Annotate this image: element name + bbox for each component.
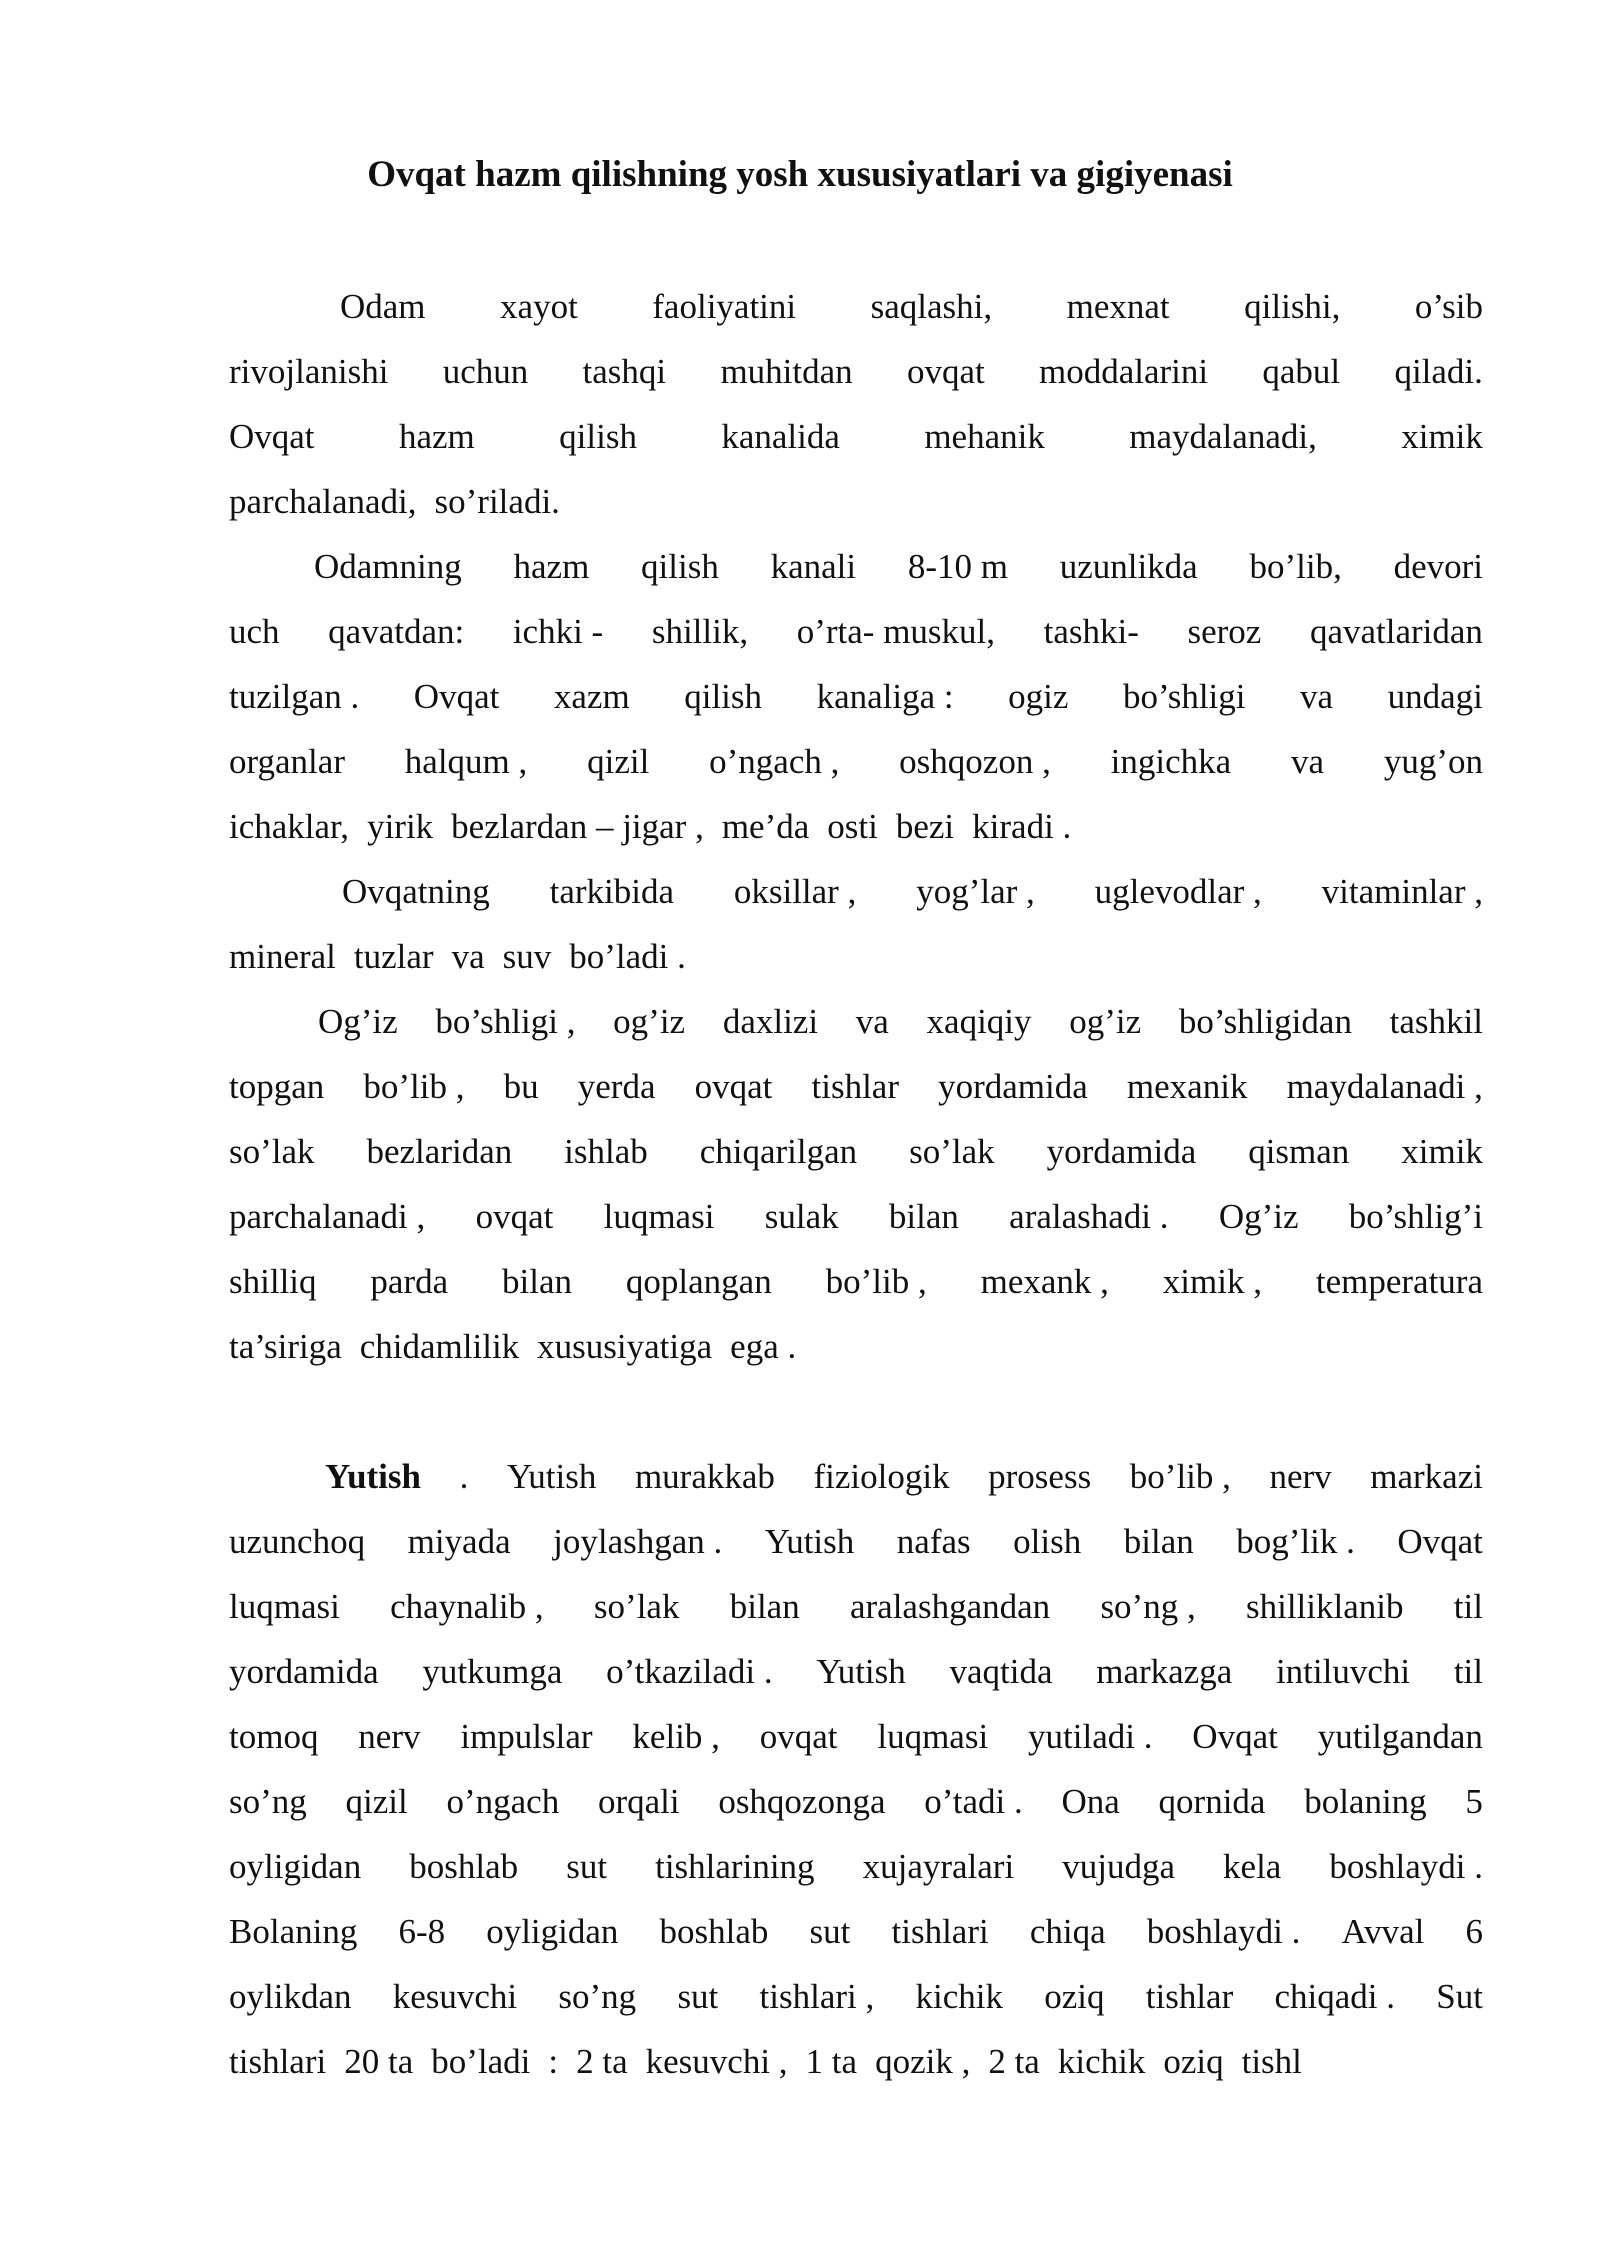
- word: qizil: [345, 1782, 408, 1821]
- word: ega .: [730, 1327, 797, 1366]
- word: o’rta- muskul,: [796, 612, 996, 651]
- word: Ovqat: [413, 677, 500, 716]
- word: va: [1300, 677, 1334, 716]
- word: ishlab: [564, 1132, 648, 1171]
- text-line: [229, 477, 1483, 527]
- word: suv: [502, 937, 552, 976]
- word: tashqi: [582, 352, 667, 391]
- word: bo’lib ,: [363, 1067, 465, 1106]
- word: boshlaydi .: [1146, 1912, 1301, 1951]
- word: xujayralari: [862, 1847, 1015, 1886]
- word: luqmasi: [229, 1587, 340, 1626]
- text-line: [325, 1452, 1483, 1502]
- word: uzunlikda: [1059, 547, 1198, 586]
- word: sulak: [764, 1197, 839, 1236]
- word: Yutish: [816, 1652, 906, 1691]
- word: yug’on: [1383, 742, 1483, 781]
- word: o’ngach: [446, 1782, 560, 1821]
- text-line: [229, 1777, 1483, 1827]
- word: nerv: [358, 1717, 421, 1756]
- word: qoplangan: [625, 1262, 772, 1301]
- word: yordamida: [938, 1067, 1088, 1106]
- word: tishlar: [1145, 1977, 1234, 2016]
- word: Ona: [1061, 1782, 1120, 1821]
- word: chiqa: [1029, 1912, 1106, 1951]
- word: parda: [370, 1262, 449, 1301]
- text-line: [318, 997, 1483, 1047]
- text-line: [229, 1907, 1483, 1957]
- word: uchun: [442, 352, 529, 391]
- word: Yutish: [325, 1457, 421, 1496]
- word: qabul: [1262, 352, 1341, 391]
- word: 5: [1465, 1782, 1483, 1821]
- word: yordamida: [229, 1652, 379, 1691]
- word: qilishi,: [1244, 287, 1341, 326]
- word: bog’lik .: [1236, 1522, 1355, 1561]
- text-line: [340, 282, 1483, 332]
- word: ovqat: [694, 1067, 773, 1106]
- word: chiqarilgan: [699, 1132, 858, 1171]
- word: o’tadi .: [924, 1782, 1023, 1821]
- text-line: [229, 1192, 1483, 1242]
- word: halqum ,: [404, 742, 528, 781]
- word: oshqozonga: [718, 1782, 886, 1821]
- word: osti: [827, 807, 878, 846]
- word: ximik: [1401, 1132, 1483, 1171]
- word: intiluvchi: [1275, 1652, 1411, 1691]
- word: qizil: [587, 742, 650, 781]
- word: mexnat: [1066, 287, 1170, 326]
- word: bolaning: [1304, 1782, 1427, 1821]
- word: qisman: [1248, 1132, 1350, 1171]
- word: o’sib: [1414, 287, 1483, 326]
- word: chaynalib ,: [390, 1587, 544, 1626]
- word: og’iz: [1069, 1002, 1142, 1041]
- word: organlar: [229, 742, 345, 781]
- word: prosess: [988, 1457, 1092, 1496]
- word: shilliklanib: [1245, 1587, 1404, 1626]
- text-line: [229, 802, 1483, 852]
- word: mexank ,: [980, 1262, 1109, 1301]
- word: sut: [809, 1912, 851, 1951]
- word: bo’shlig’i: [1348, 1197, 1483, 1236]
- word: va: [1290, 742, 1325, 781]
- word: bo’lib ,: [1129, 1457, 1231, 1496]
- word: tashki-: [1043, 612, 1139, 651]
- word: 6: [1465, 1912, 1483, 1951]
- word: shillik,: [651, 612, 749, 651]
- word: devori: [1393, 547, 1483, 586]
- word: bo’shligidan: [1178, 1002, 1352, 1041]
- word: luqmasi: [877, 1717, 989, 1756]
- word: bo’shligi ,: [435, 1002, 576, 1041]
- word: qavatdan:: [328, 612, 465, 651]
- word: o’ngach ,: [709, 742, 840, 781]
- word: yerda: [577, 1067, 656, 1106]
- word: tishlari ,: [759, 1977, 875, 2016]
- word: Sut: [1436, 1977, 1483, 2016]
- word: oylikdan: [229, 1977, 352, 2016]
- word: kesuvchi ,: [645, 2042, 788, 2081]
- document-title: Ovqat hazm qilishning yosh xususiyatlari va gigiyenasi: [367, 154, 1233, 195]
- word: Yutish: [764, 1522, 855, 1561]
- word: ta’siriga: [229, 1327, 342, 1366]
- text-line: [229, 1322, 1483, 1372]
- word: ximik ,: [1162, 1262, 1262, 1301]
- word: 20 ta: [344, 2042, 414, 2081]
- word: rivojlanishi: [229, 352, 389, 391]
- text-line: [229, 1062, 1483, 1112]
- word: bilan: [729, 1587, 800, 1626]
- word: so’lak: [909, 1132, 995, 1171]
- text-line: [229, 1972, 1483, 2022]
- word: qiladi.: [1394, 352, 1483, 391]
- word: :: [548, 2042, 559, 2081]
- text-line: [314, 542, 1483, 592]
- word: impulslar: [460, 1717, 593, 1756]
- word: chidamlilik: [359, 1327, 520, 1366]
- word: muhitdan: [720, 352, 853, 391]
- word: yutiladi .: [1028, 1717, 1153, 1756]
- text-line: [229, 1647, 1483, 1697]
- text-line: [229, 1127, 1483, 1177]
- word: Ovqatning: [342, 872, 490, 911]
- word: tashkil: [1389, 1002, 1483, 1041]
- word: kanali: [770, 547, 857, 586]
- word: bo’shligi: [1122, 677, 1246, 716]
- word: murakkab: [634, 1457, 775, 1496]
- word: tishlarining: [655, 1847, 815, 1886]
- word: so’riladi.: [434, 482, 560, 521]
- word: vitaminlar ,: [1321, 872, 1483, 911]
- word: boshlab: [409, 1847, 519, 1886]
- word: kichik: [915, 1977, 1003, 2016]
- word: 6-8: [398, 1912, 446, 1951]
- word: so’lak: [229, 1132, 315, 1171]
- word: uch: [229, 612, 280, 651]
- word: tishlari: [229, 2042, 327, 2081]
- word: boshlaydi .: [1329, 1847, 1483, 1886]
- word: maydalanadi ,: [1286, 1067, 1483, 1106]
- word: parchalanadi,: [229, 482, 417, 521]
- word: tishlar: [811, 1067, 899, 1106]
- word: xayot: [500, 287, 578, 326]
- word: xazm: [553, 677, 630, 716]
- text-line: [229, 1257, 1483, 1307]
- word: nafas: [896, 1522, 971, 1561]
- word: bo’ladi: [431, 2042, 531, 2081]
- word: boshlab: [659, 1912, 769, 1951]
- word: Og’iz: [1218, 1197, 1299, 1236]
- text-line: [229, 932, 1483, 982]
- word: tomoq: [229, 1717, 319, 1756]
- word: seroz: [1187, 612, 1262, 651]
- text-line: [229, 1582, 1483, 1632]
- word: 8-10 m: [907, 547, 1008, 586]
- word: qilish: [559, 417, 637, 456]
- word: kela: [1223, 1847, 1282, 1886]
- word: so’lak: [593, 1587, 680, 1626]
- text-line: [229, 412, 1483, 462]
- word: maydalanadi,: [1129, 417, 1317, 456]
- word: tarkibida: [549, 872, 675, 911]
- word: 2 ta: [988, 2042, 1040, 2081]
- text-line: [229, 607, 1483, 657]
- word: ovqat: [906, 352, 985, 391]
- word: undagi: [1387, 677, 1483, 716]
- word: ximik: [1401, 417, 1483, 456]
- word: bezlaridan: [366, 1132, 513, 1171]
- word: 2 ta: [576, 2042, 628, 2081]
- word: bezlardan – jigar ,: [451, 807, 704, 846]
- word: saqlashi,: [870, 287, 993, 326]
- word: ingichka: [1110, 742, 1232, 781]
- word: temperatura: [1315, 1262, 1483, 1301]
- word: bilan: [1123, 1522, 1194, 1561]
- word: yirik: [367, 807, 434, 846]
- word: kesuvchi: [392, 1977, 518, 2016]
- word: faoliyatini: [652, 287, 797, 326]
- word: topgan: [229, 1067, 325, 1106]
- word: vaqtida: [949, 1652, 1053, 1691]
- word: kichik: [1057, 2042, 1146, 2081]
- word: olish: [1013, 1522, 1082, 1561]
- word: bilan: [502, 1262, 573, 1301]
- word: oyligidan: [486, 1912, 619, 1951]
- word: Ovqat: [1397, 1522, 1483, 1561]
- word: Yutish: [506, 1457, 597, 1496]
- word: qozik ,: [875, 2042, 971, 2081]
- word: bu: [503, 1067, 539, 1106]
- word: og’iz: [613, 1002, 686, 1041]
- word: joylashgan .: [553, 1522, 723, 1561]
- word: xususiyatiga: [537, 1327, 713, 1366]
- word: yutilgandan: [1317, 1717, 1483, 1756]
- word: fiziologik: [813, 1457, 950, 1496]
- word: sut: [677, 1977, 719, 2016]
- word: orqali: [597, 1782, 680, 1821]
- word: kanaliga :: [816, 677, 954, 716]
- word: Ovqat: [1192, 1717, 1278, 1756]
- word: bo’ladi .: [569, 937, 686, 976]
- word: bo’lib,: [1249, 547, 1342, 586]
- word: yutkumga: [422, 1652, 563, 1691]
- word: oziq: [1163, 2042, 1224, 2081]
- word: yordamida: [1046, 1132, 1197, 1171]
- text-line: [229, 737, 1483, 787]
- word: aralashadi .: [1009, 1197, 1169, 1236]
- word: chiqadi .: [1274, 1977, 1396, 2016]
- word: yog’lar ,: [916, 872, 1035, 911]
- word: qornida: [1158, 1782, 1266, 1821]
- word: so’ng: [558, 1977, 637, 2016]
- word: oksillar ,: [733, 872, 857, 911]
- word: ichaklar,: [229, 807, 350, 846]
- text-line: [229, 1517, 1483, 1567]
- word: markazi: [1370, 1457, 1483, 1496]
- word: ovqat: [759, 1717, 838, 1756]
- word: me’da: [721, 807, 810, 846]
- text-line: [229, 347, 1483, 397]
- word: Ovqat: [229, 417, 315, 456]
- word: miyada: [407, 1522, 511, 1561]
- word: mexanik: [1126, 1067, 1248, 1106]
- word: oziq: [1044, 1977, 1105, 2016]
- word: kelib ,: [632, 1717, 720, 1756]
- word: qavatlaridan: [1309, 612, 1483, 651]
- word: kanalida: [721, 417, 840, 456]
- word: hazm: [398, 417, 475, 456]
- word: vujudga: [1062, 1847, 1175, 1886]
- word: .: [459, 1457, 469, 1496]
- word: ogiz: [1008, 677, 1069, 716]
- text-line: [229, 1712, 1483, 1762]
- word: Og’iz: [318, 1002, 398, 1041]
- word: Avval: [1341, 1912, 1425, 1951]
- word: qilish: [641, 547, 719, 586]
- word: daxlizi: [722, 1002, 819, 1041]
- word: so’ng: [229, 1782, 307, 1821]
- word: ovqat: [475, 1197, 554, 1236]
- word: mehanik: [924, 417, 1045, 456]
- word: bilan: [888, 1197, 959, 1236]
- word: kiradi .: [972, 807, 1072, 846]
- word: oyligidan: [229, 1847, 362, 1886]
- word: Bolaning: [229, 1912, 358, 1951]
- word: 1 ta: [805, 2042, 858, 2081]
- word: tishlari: [891, 1912, 989, 1951]
- word: xaqiqiy: [926, 1002, 1032, 1041]
- word: parchalanadi ,: [229, 1197, 426, 1236]
- word: tuzlar: [353, 937, 434, 976]
- word: til: [1453, 1587, 1483, 1626]
- word: o’tkaziladi .: [606, 1652, 773, 1691]
- word: uglevodlar ,: [1094, 872, 1262, 911]
- word: Odamning: [314, 547, 462, 586]
- word: mineral: [229, 937, 336, 976]
- word: tuzilgan .: [229, 677, 360, 716]
- word: markazga: [1096, 1652, 1233, 1691]
- word: til: [1453, 1652, 1483, 1691]
- word: va: [451, 937, 485, 976]
- word: moddalarini: [1038, 352, 1209, 391]
- word: tishl: [1241, 2042, 1302, 2081]
- word: sut: [566, 1847, 608, 1886]
- word: so’ng ,: [1100, 1587, 1196, 1626]
- word: hazm: [513, 547, 590, 586]
- word: nerv: [1269, 1457, 1332, 1496]
- word: bezi: [895, 807, 955, 846]
- text-line: [342, 867, 1483, 917]
- word: bo’lib ,: [825, 1262, 927, 1301]
- word: aralashgandan: [849, 1587, 1051, 1626]
- word: shilliq: [229, 1262, 317, 1301]
- word: qilish: [684, 677, 763, 716]
- text-line: [229, 1842, 1483, 1892]
- word: ichki -: [512, 612, 604, 651]
- word: uzunchoq: [229, 1522, 366, 1561]
- word: luqmasi: [603, 1197, 715, 1236]
- word: oshqozon ,: [899, 742, 1051, 781]
- word: Odam: [340, 287, 426, 326]
- text-line: [229, 672, 1483, 722]
- text-line: [229, 2037, 1483, 2087]
- word: va: [855, 1002, 889, 1041]
